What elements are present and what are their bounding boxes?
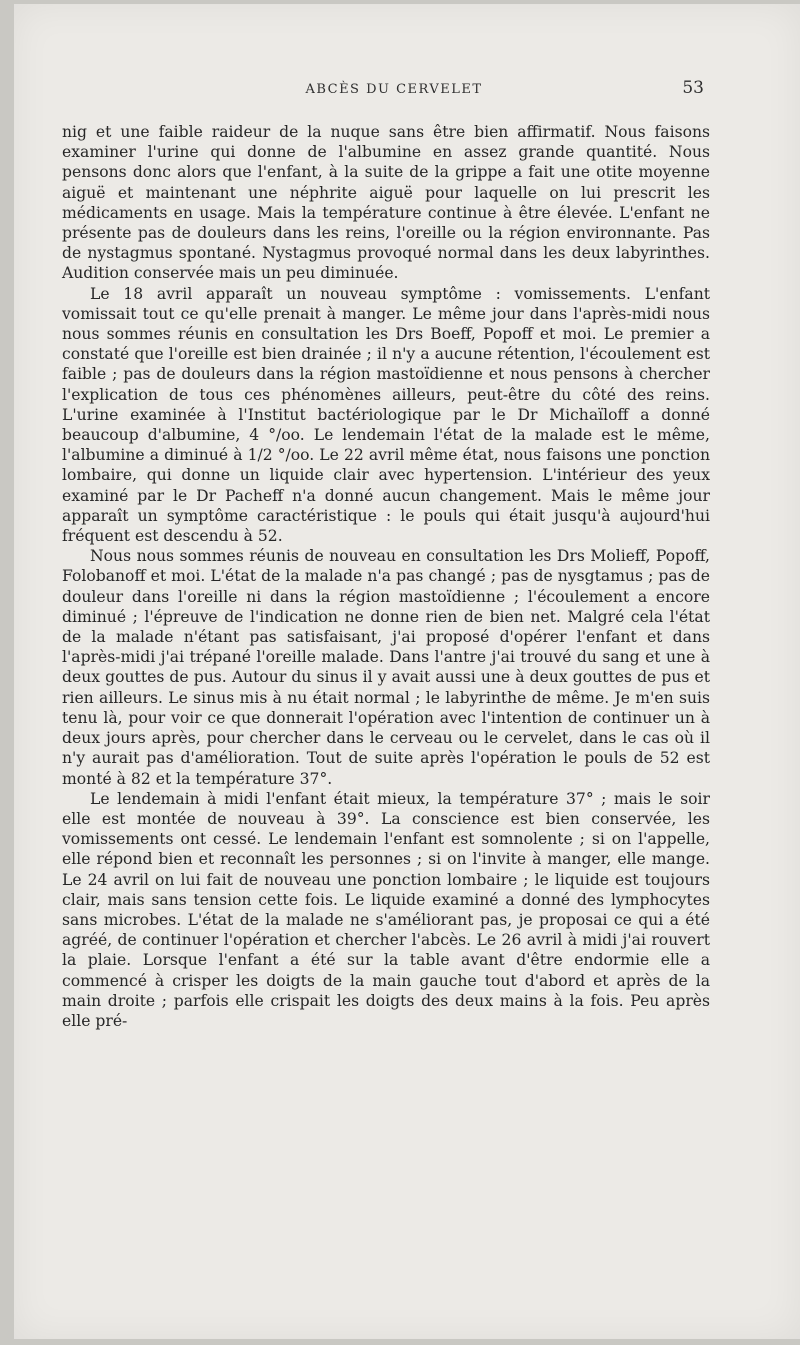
book-page [14,4,800,1339]
running-title: ABCÈS DU CERVELET [305,82,483,97]
paragraph-consultation: Nous nous sommes réunis de nouveau en consultation les Drs Molieff, Popoff, Folobanoff et moi. L'état de la malade n'a pas changé ; pas de nysgtamus ; pas de douleur dans l'oreille ni dans la région mastoïdienne ; l'écoulement a encore diminué ; l'épreuve de l'indication ne donne rien de bien net. Malgré cela l'état de la malade n'étant pas satisfaisant, j'ai proposé d'opérer l'enfant et dans l'après-midi j'ai trépané l'oreille malade. Dans l'antre j'ai trouvé du sang et une à deux gouttes de pus. Autour du sinus il y avait aussi une à deux gouttes de pus et rien ailleurs. Le sinus mis à nu était normal ; le labyrinthe de même. Je m'en suis tenu là, pour voir ce que donnerait l'opération avec l'intention de continuer un à deux jours après, pour chercher dans le cerveau ou le cervelet, dans le cas où il n'y aurait pas d'amélioration. Tout de suite après l'opération le pouls de 52 est monté à 82 et la température 37°. [62,547,710,788]
paragraph-following-day: Le lendemain à midi l'enfant était mieux, la température 37° ; mais le soir elle est montée de nouveau à 39°. La conscience est bien conservée, les vomissements ont cessé. Le lendemain l'enfant est somnolente ; si on l'appelle, elle répond bien et reconnaît les personnes ; si on l'invite à manger, elle mange. Le 24 avril on lui fait de nouveau une ponction lombaire ; le liquide est toujours clair, mais sans tension cette fois. Le liquide examiné a donné des lymphocytes sans microbes. L'état de la malade ne s'améliorant pas, je proposai ce qui a été agréé, de continuer l'opération et chercher l'abcès. Le 26 avril à midi j'ai rouvert la plaie. Lorsque l'enfant a été sur la table avant d'être endormie elle a commencé à crisper les doigts de la main gauche tout d'abord et après de la main droite ; parfois elle crispait les doigts des deux mains à la fois. Peu après elle pré- [62,789,710,1030]
page-number: 53 [682,78,704,98]
paragraph-april-18: Le 18 avril apparaît un nouveau symptôme : vomissements. L'enfant vomissait tout ce qu'elle prenait à manger. Le même jour dans l'après-midi nous nous sommes réunis en consultation les Drs Boeff, Popoff et moi. Le premier a constaté que l'oreille est bien drainée ; il n'y a aucune rétention, l'écoulement est faible ; pas de douleurs dans la région mastoïdienne et nous pensons à chercher l'explication de tous ces phénomènes ailleurs, peut-être du côté des reins. L'urine examinée à l'Institut bactériologique par le Dr Michaïloff a donné beaucoup d'albumine, 4 °/oo. Le lendemain l'état de la malade est le même, l'albumine a diminué à 1/2 °/oo. Le 22 avril même état, nous faisons une ponction lombaire, qui donne un liquide clair avec hypertension. L'intérieur des yeux examiné par le Dr Pacheff n'a donné aucun changement. Mais le même jour apparaît un symptôme caractéristique : le pouls qui était jusqu'à aujourd'hui fréquent est descendu à 52. [62,284,710,546]
paragraph-continued: nig et une faible raideur de la nuque sans être bien affirmatif. Nous faisons examiner l'urine qui donne de l'albumine en assez grande quantité. Nous pensons donc alors que l'enfant, à la suite de la grippe a fait une otite moyenne aiguë et maintenant une néphrite aiguë pour laquelle on lui prescrit les médicaments en usage. Mais la température continue à être élevée. L'enfant ne présente pas de douleurs dans les reins, l'oreille ou la région environnante. Pas de nystagmus spontané. Nystagmus provoqué normal dans les deux labyrinthes. Audition conservée mais un peu diminuée. [62,123,710,283]
running-head [14,80,800,100]
body-text [62,122,710,1031]
